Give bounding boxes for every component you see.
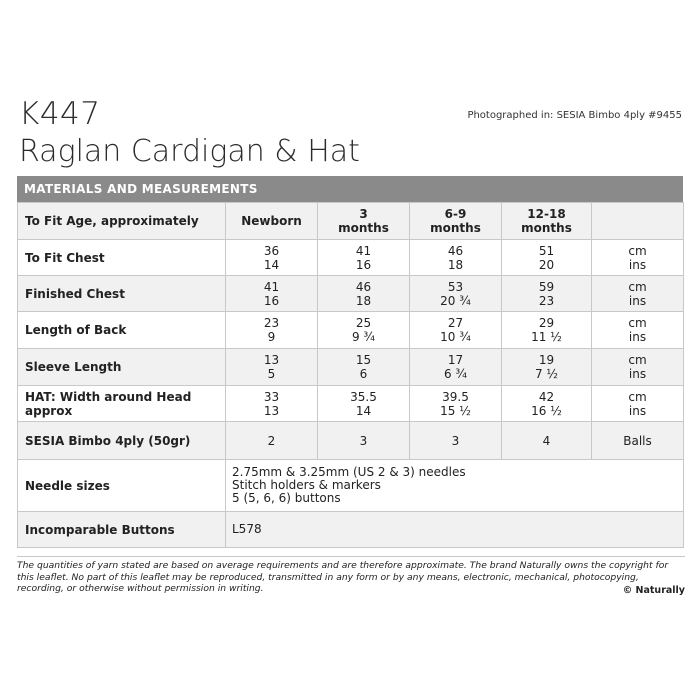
measurement-cell <box>226 312 318 349</box>
measurement-cell <box>410 386 502 422</box>
value-line-2: 10 ¾ <box>440 330 471 344</box>
value-line-2: 14 <box>263 257 280 272</box>
header-label: To Fit Age, approximately <box>18 203 226 240</box>
measurement-cell <box>410 276 502 312</box>
row-label: HAT: Width around Head approx <box>18 386 226 422</box>
measurement-row <box>18 240 684 276</box>
value-line-1: 41 <box>263 279 280 294</box>
value-line-1: 42 <box>538 389 555 404</box>
value-line-2: 6 <box>359 367 368 381</box>
measurement-cell <box>502 312 592 349</box>
value-line-1: 41 <box>355 243 372 258</box>
measurement-cell <box>410 422 502 460</box>
value-line-1: 36 <box>263 243 280 258</box>
materials-table <box>17 202 684 548</box>
buttons-cell: L578 <box>226 512 684 548</box>
value-line-2: 13 <box>263 403 280 418</box>
value-line-1: cm <box>628 389 647 404</box>
value-line-1: 33 <box>263 389 280 404</box>
measurement-cell <box>318 422 410 460</box>
value-line-1: 51 <box>538 243 555 258</box>
unit-cell <box>592 240 684 276</box>
row-label: Incomparable Buttons <box>18 512 226 548</box>
value-line-2: 16 <box>355 257 372 272</box>
value-line-2: 23 <box>538 293 555 308</box>
measurement-cell <box>318 349 410 386</box>
materials-table-section <box>17 176 683 548</box>
unit-column-header <box>592 203 684 240</box>
value-line-1: 6-9 <box>444 207 467 221</box>
measurement-cell <box>226 386 318 422</box>
value-line-2: 20 ¾ <box>440 293 471 308</box>
value-line-2: 6 ¾ <box>443 367 468 381</box>
value-line-2: 11 ½ <box>531 330 562 344</box>
row-label: To Fit Chest <box>18 240 226 276</box>
value-line-2: 9 <box>267 330 276 344</box>
value-line-2: 16 <box>263 293 280 308</box>
footer <box>17 556 685 595</box>
value-line-2: 5 <box>267 367 276 381</box>
measurement-cell <box>318 240 410 276</box>
row-label: Sleeve Length <box>18 349 226 386</box>
copyright-text: © Naturally <box>622 585 685 596</box>
pattern-title: Raglan Cardigan & Hat <box>19 134 360 169</box>
needle-line: Stitch holders & markers <box>232 478 381 492</box>
value-line-2: ins <box>628 403 647 418</box>
measurement-cell <box>502 276 592 312</box>
measurement-cell <box>502 349 592 386</box>
value-line-2: ins <box>628 257 647 272</box>
value-line-1: Balls <box>623 433 652 448</box>
measurement-cell <box>502 422 592 460</box>
unit-cell <box>592 386 684 422</box>
value-line-1: 35.5 <box>350 389 377 404</box>
value-line-1: 46 <box>447 243 464 258</box>
value-line-2: ins <box>628 367 647 381</box>
value-line-1: 29 <box>538 316 555 330</box>
value-line-1: 3 <box>359 433 368 448</box>
measurement-cell <box>410 312 502 349</box>
age-column-header <box>502 203 592 240</box>
disclaimer-text: The quantities of yarn stated are based on average requirements and are therefore approximate. The brand Naturally owns the copyright for this leaflet. No part of this leaflet may be reproduced, transmitted in any form or by any means, electronic, mechanical, photocopying, recording, or otherwise without permission in writing. <box>17 560 669 594</box>
value-line-1: cm <box>628 316 647 330</box>
value-line-2: 18 <box>355 293 372 308</box>
measurement-cell <box>318 312 410 349</box>
measurement-cell <box>410 349 502 386</box>
value-line-1: 15 <box>355 353 372 367</box>
value-line-1: 53 <box>447 279 464 294</box>
pattern-code: K447 <box>19 96 101 132</box>
measurement-row <box>18 312 684 349</box>
value-line-1: 13 <box>263 353 280 367</box>
value-line-1: 2 <box>267 433 276 448</box>
value-line-1: 3 <box>451 433 460 448</box>
value-line-2: 16 ½ <box>531 403 562 418</box>
value-line-2: ins <box>628 330 647 344</box>
measurement-cell <box>226 276 318 312</box>
value-line-1: 3 <box>359 207 368 221</box>
table-header-row <box>18 203 684 240</box>
measurement-row <box>18 386 684 422</box>
value-line-2: 20 <box>538 257 555 272</box>
measurement-cell <box>226 240 318 276</box>
measurement-cell <box>226 422 318 460</box>
value-line-1: 19 <box>538 353 555 367</box>
measurement-row <box>18 422 684 460</box>
value-line-1: Newborn <box>241 214 302 228</box>
value-line-1: 46 <box>355 279 372 294</box>
value-line-1: 39.5 <box>442 389 469 404</box>
value-line-1: 4 <box>542 433 551 448</box>
unit-cell <box>592 422 684 460</box>
measurement-row <box>18 276 684 312</box>
value-line-1: 59 <box>538 279 555 294</box>
measurement-cell <box>410 240 502 276</box>
unit-cell <box>592 349 684 386</box>
row-label: Length of Back <box>18 312 226 349</box>
value-line-2: 7 ½ <box>534 367 559 381</box>
needle-line: 2.75mm & 3.25mm (US 2 & 3) needles <box>232 465 466 479</box>
unit-cell <box>592 312 684 349</box>
section-title: MATERIALS AND MEASUREMENTS <box>17 176 683 202</box>
value-line-2: months <box>521 221 572 235</box>
measurement-cell <box>502 386 592 422</box>
value-line-1: 25 <box>355 316 372 330</box>
buttons-row <box>18 512 684 548</box>
value-line-2: 9 ¾ <box>351 330 376 344</box>
row-label: SESIA Bimbo 4ply (50gr) <box>18 422 226 460</box>
value-line-1: 27 <box>447 316 464 330</box>
value-line-1: 12-18 <box>527 207 566 221</box>
row-label: Needle sizes <box>18 460 226 512</box>
measurement-cell <box>318 386 410 422</box>
measurement-cell <box>318 276 410 312</box>
row-label: Finished Chest <box>18 276 226 312</box>
value-line-2: months <box>338 221 389 235</box>
measurement-cell <box>226 349 318 386</box>
value-line-2: 14 <box>355 403 372 418</box>
value-line-2: months <box>430 221 481 235</box>
needle-sizes-row <box>18 460 684 512</box>
value-line-2: ins <box>628 293 647 308</box>
unit-cell <box>592 276 684 312</box>
photographed-note: Photographed in: SESIA Bimbo 4ply #9455 <box>467 110 682 121</box>
value-line-1: 17 <box>447 353 464 367</box>
age-column-header <box>318 203 410 240</box>
value-line-2: 18 <box>447 257 464 272</box>
needle-sizes-cell <box>226 460 684 512</box>
age-column-header <box>410 203 502 240</box>
value-line-2: 15 ½ <box>440 403 471 418</box>
age-column-header <box>226 203 318 240</box>
measurement-row <box>18 349 684 386</box>
value-line-1: cm <box>628 243 647 258</box>
value-line-1: 23 <box>263 316 280 330</box>
needle-line: 5 (5, 6, 6) buttons <box>232 491 341 505</box>
value-line-1: cm <box>628 279 647 294</box>
measurement-cell <box>502 240 592 276</box>
value-line-1: cm <box>628 353 647 367</box>
